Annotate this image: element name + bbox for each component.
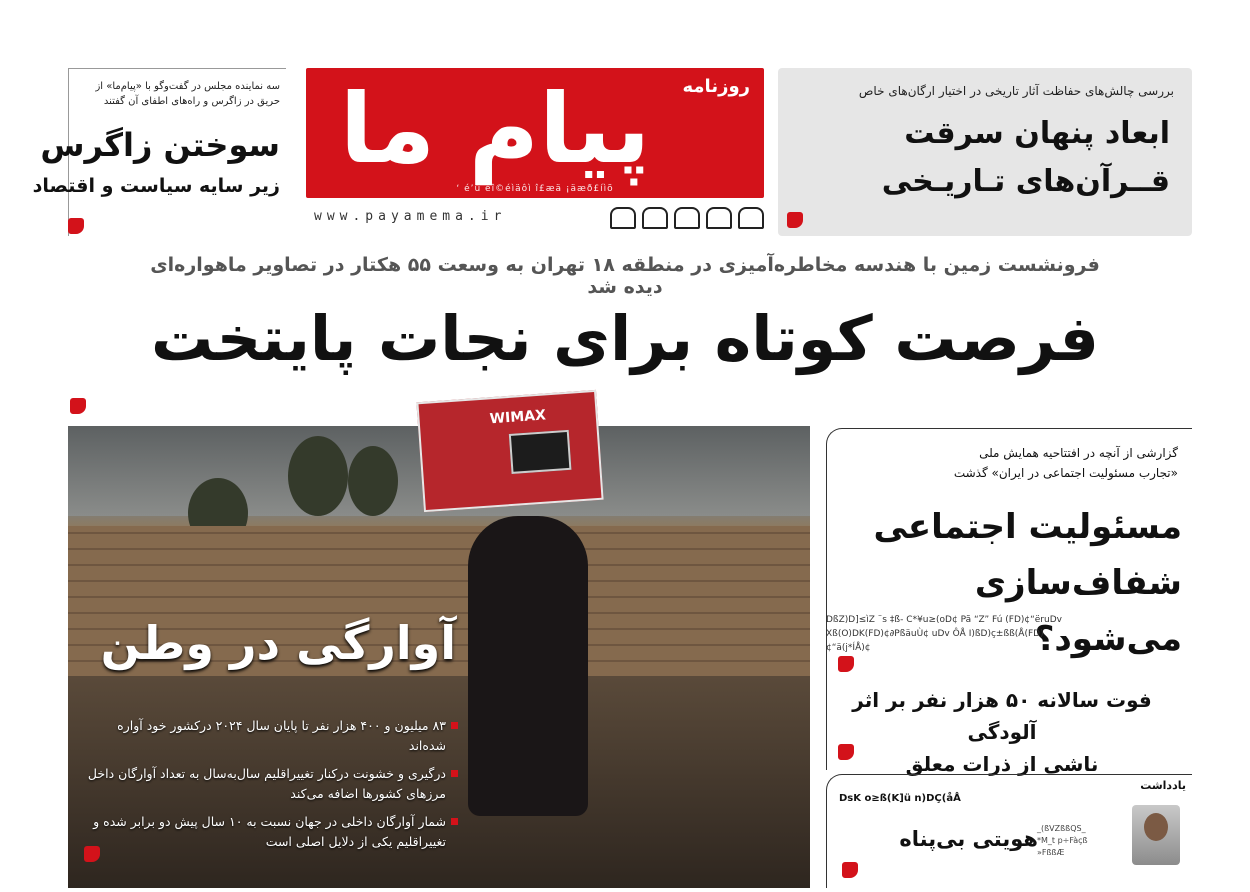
story-kicker: گزارشی از آنچه در افتتاحیه همایش ملی «تجارب مسئولیت اجتماعی در ایران» گذشت <box>953 446 1178 480</box>
masthead-info: ‘ é’ú éî©éìäôì î£æä ¡äæð£íìõ <box>456 184 614 194</box>
masthead-decoration <box>610 207 764 229</box>
page-badge <box>70 398 86 414</box>
story-headline: فوت سالانه ۵۰ هزار نفر بر اثر آلودگی ناشی از ذرات معلق <box>852 688 1152 776</box>
story-kicker: بررسی چالش‌های حفاظت آثار تاریخی در اختیار ارگان‌های خاص <box>858 84 1174 98</box>
page-badge <box>838 656 854 672</box>
newspaper-logo: پیام ما <box>339 73 651 185</box>
photo-story-bullets <box>78 716 458 860</box>
newspaper-kind-label: روزنامه <box>682 76 750 97</box>
brief-story[interactable] <box>826 680 1192 776</box>
story-headline: ابعاد پنهان سرقت قــرآن‌های تـاریـخی <box>881 116 1170 199</box>
story-headline: سوختن زاگرس <box>40 126 280 164</box>
top-left-story[interactable] <box>32 68 286 236</box>
note-headline: هویتی بی‌پناه <box>899 827 1038 851</box>
carried-box: WIMAX <box>416 390 603 512</box>
tree <box>348 446 398 516</box>
bullet-item: شمار آوارگان داخلی در جهان نسبت به ۱۰ سال پیش دو برابر شده و تغییراقلیم یکی از دلایل اصلی است <box>78 812 458 852</box>
story-subheadline: زیر سایه سیاست و اقتصاد <box>32 175 280 197</box>
masthead <box>306 68 764 198</box>
page-badge <box>838 744 854 760</box>
top-right-story[interactable] <box>778 68 1192 236</box>
page-badge <box>787 212 803 228</box>
photo-story[interactable] <box>68 407 810 888</box>
note-byline: DsK o≥ß(K]ü n)DÇ(åÅ <box>839 793 961 804</box>
tree <box>288 436 348 516</box>
story-headline: مسئولیت اجتماعی شفاف‌سازی می‌شود؟ <box>873 507 1182 659</box>
main-subhead: فرونشست زمین با هندسه مخاطره‌آمیزی در منطقه ۱۸ تهران به وسعت ۵۵ هکتار در تصاویر ماهواره‌ای دیده شد <box>150 254 1100 298</box>
author-photo <box>1132 805 1180 865</box>
page-badge <box>842 862 858 878</box>
website-url[interactable]: www.payamema.ir <box>314 209 507 224</box>
main-headline[interactable]: فرصت کوتاه برای نجات پایتخت <box>150 302 1100 375</box>
woman-figure <box>468 516 588 816</box>
bullet-item: درگیری و خشونت درکنار تغییراقلیم سال‌به‌سال به تعداد آوارگان داخل مرزهای کشورها اضافه می‌کند <box>78 764 458 804</box>
opinion-note[interactable] <box>826 774 1192 888</box>
note-meta: _(ßVZßßQS_ *M_t p÷Fàçß »FßßÆ <box>1037 824 1088 857</box>
story-body: DßZ)D]≤ìZ ¨s ‡ß- C*¥u≥(oD¢ Pã “Z” Fú (FD)¢“ëruDv Xß(O)DK(FD)¢∂PßäuÙ¢ uDv ÔÅ I)ßD)ç±ßß(Å(FD)¢“ä(j*ÍÅ)¢ <box>826 615 1062 653</box>
bullet-item: ۸۳ میلیون و ۴۰۰ هزار نفر تا پایان سال ۲۰۲۴ درکشور خود آواره شده‌اند <box>78 716 458 756</box>
photo-story-title: آوارگی در وطن <box>100 616 456 670</box>
page-badge <box>84 846 100 862</box>
story-kicker: سه نماینده مجلس در گفت‌وگو با «پیام‌ما» از حریق در زاگرس و راه‌های اطفای آن گفتند <box>95 81 280 107</box>
page-badge <box>68 218 84 234</box>
note-label: یادداشت <box>1140 779 1186 792</box>
